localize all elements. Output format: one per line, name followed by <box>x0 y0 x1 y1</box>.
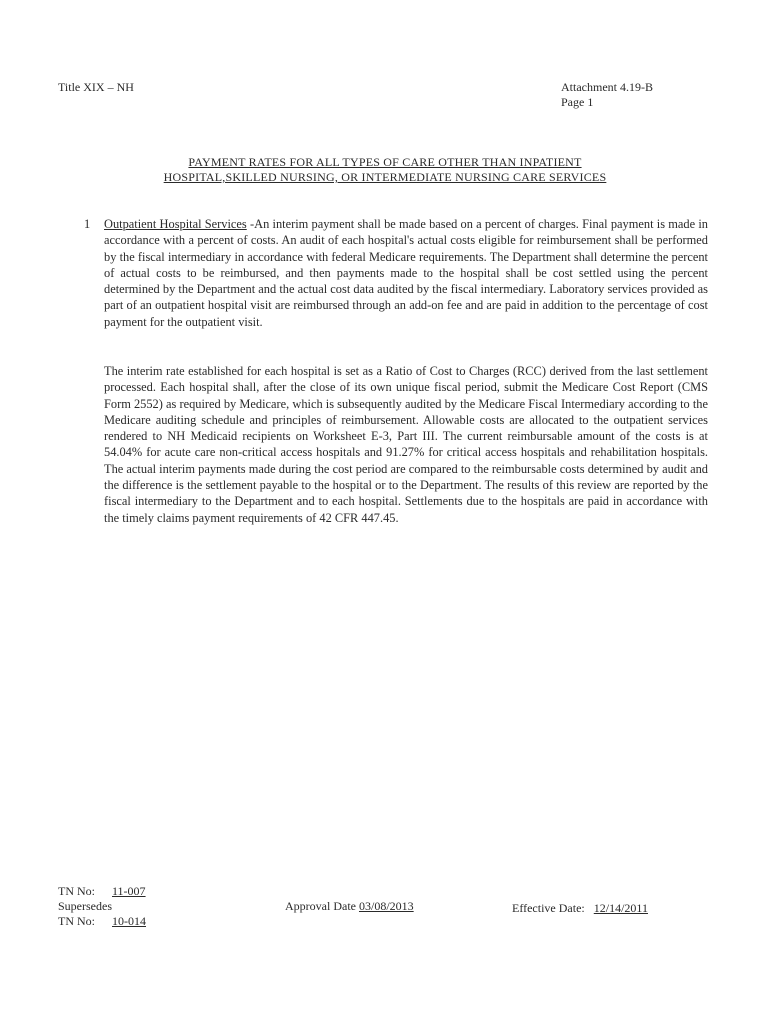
supersedes-label: Supersedes <box>58 899 112 913</box>
header-page: Page 1 <box>561 95 594 109</box>
section-1-paragraph-1-text: -An interim payment shall be made based on a percent of charges. Final payment is made in accordance with a percent of costs. An audit of each hospital's actual costs eligible for reimbursement shall be performed by the fiscal intermediary in accordance with federal Medicare requirements. The Department shall determine the percent of actual costs to be reimbursed, and then payments made to the hospital shall be cost settled using the percent determined by the Department and the actual cost data audited by the fiscal intermediary. Laboratory services provided as part of an outpatient hospital visit are reimbursed through an add-on fee and are paid in addition to the percentage of cost payment for the outpatient visit. <box>104 217 708 329</box>
section-heading: Outpatient Hospital Services <box>104 217 247 231</box>
effective-label: Effective Date: <box>512 901 585 915</box>
document-title-line-1: PAYMENT RATES FOR ALL TYPES OF CARE OTHER THAN INPATIENT <box>188 155 582 169</box>
effective-date <box>512 901 648 916</box>
approval-label: Approval Date <box>285 899 356 913</box>
section-1-paragraph-1 <box>104 216 708 330</box>
section-1-paragraph-2: The interim rate established for each hospital is set as a Ratio of Cost to Charges (RCC) derived from the last settlement processed. Each hospital shall, after the close of its own unique fiscal period, submit the Medicare Cost Report (CMS Form 2552) as required by Medicare, which is subsequently audited by the Medicare Fiscal Intermediary according to the Medicare auditing schedule and principles of reimbursement. Allowable costs are allocated to the outpatient services rendered to NH Medicaid recipients on Worksheet E-3, Part III. The current reimbursable amount of the costs is at 54.04% for acute care non-critical access hospitals and 91.27% for critical access hospitals and rehabilitation hospitals. The actual interim payments made during the cost period are compared to the reimbursable costs determined by audit and the difference is the settlement payable to the hospital or to the Department. The results of this review are reported by the fiscal intermediary to the Department and to each hospital. Settlements due to the hospitals are paid in accordance with the timely claims payment requirements of 42 CFR 447.45. <box>104 364 708 525</box>
header-attachment: Attachment 4.19-B <box>561 80 653 94</box>
approval-date <box>285 899 414 914</box>
tn-value: 11-007 <box>112 884 146 898</box>
section-number: 1 <box>84 217 91 231</box>
effective-value: 12/14/2011 <box>593 901 648 915</box>
document-title-line-2: HOSPITAL,SKILLED NURSING, OR INTERMEDIATE NURSING CARE SERVICES <box>163 170 607 184</box>
tn2-label: TN No: <box>58 914 95 928</box>
header-title: Title XIX – NH <box>58 80 134 94</box>
tn2-value: 10-014 <box>112 914 146 928</box>
approval-value: 03/08/2013 <box>358 899 414 913</box>
tn-label: TN No: <box>58 884 95 898</box>
